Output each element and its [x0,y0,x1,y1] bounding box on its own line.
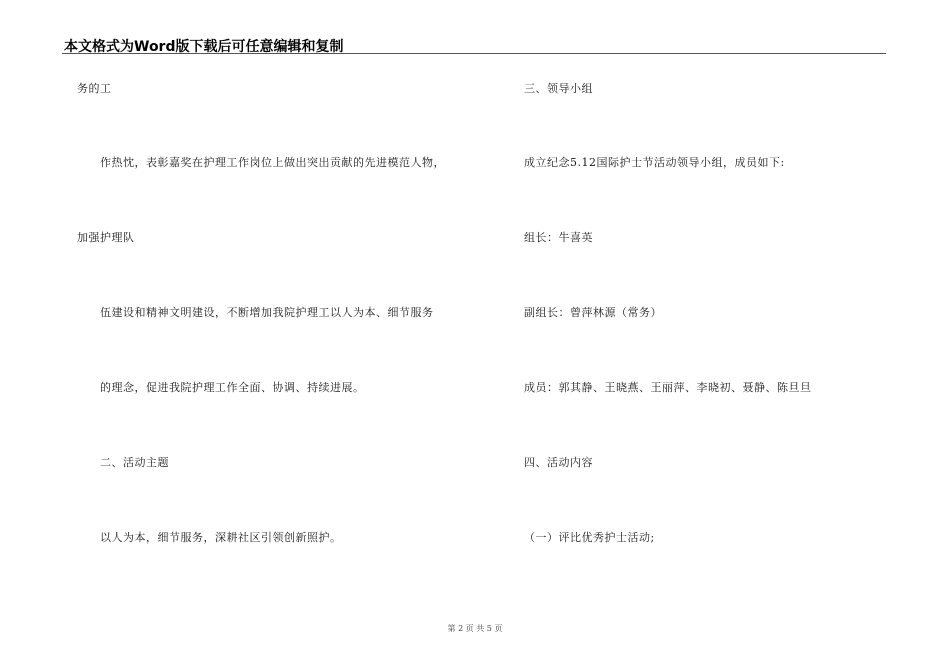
text-line: 作热忱，表彰嘉奖在护理工作岗位上做出突出贡献的先进模范人物， [100,156,445,169]
text-line: 的理念，促进我院护理工作全面、协调、持续进展。 [100,381,365,394]
page-number-footer: 第 2 页 共 5 页 [447,624,503,633]
text-line: 成员：郭其静、王晓燕、王丽萍、李晓初、聂静、陈旦旦 [524,381,812,394]
section-heading: 四、活动内容 [524,456,593,469]
text-line: 以人为本，细节服务，深耕社区引领创新照护。 [100,531,342,544]
text-line: 务的工 [77,82,112,95]
header-divider [62,53,886,54]
section-heading: 三、领导小组 [524,82,593,95]
text-line: 加强护理队 [77,231,135,244]
text-line: （一）评比优秀护士活动; [524,531,655,544]
text-line: 组长：牛喜英 [524,231,593,244]
text-line: 副组长：曾萍林源（常务） [524,306,662,319]
section-heading: 二、活动主题 [100,456,169,469]
text-line: 成立纪念5.12国际护士节活动领导小组，成员如下: [524,156,785,169]
text-line: 伍建设和精神文明建设，不断增加我院护理工以人为本、细节服务 [100,306,434,319]
document-header-title: 本文格式为Word版下载后可任意编辑和复制 [64,39,344,55]
